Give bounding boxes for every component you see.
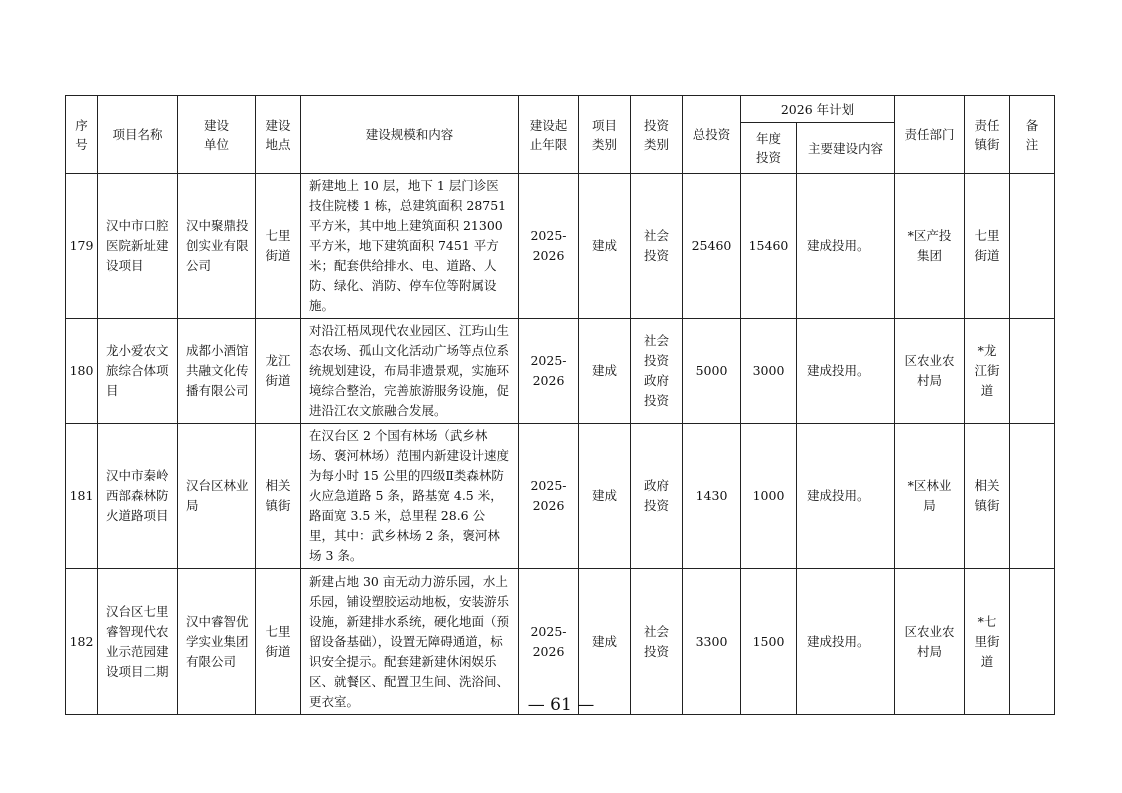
cell-total-investment: 1430 — [683, 424, 741, 569]
cell-scope: 在汉台区 2 个国有林场（武乡林场、褒河林场）范围内新建设计速度为每小时 15 公里的四级Ⅱ类森林防火应急道路 5 条，路基宽 4.5 米，路面宽 3.5 米，总里程 28.6 公里，其中：武乡林场 2 条，褒河林场 3 条。 — [301, 424, 519, 569]
cell-remark — [1010, 319, 1055, 424]
cell-total-investment: 25460 — [683, 174, 741, 319]
cell-location: 七里 街道 — [256, 174, 301, 319]
cell-seq: 181 — [66, 424, 98, 569]
project-table — [65, 95, 1055, 715]
cell-town: *七 里街 道 — [965, 569, 1010, 715]
header-unit: 建设 单位 — [178, 96, 256, 174]
cell-seq: 179 — [66, 174, 98, 319]
cell-town: 七里 街道 — [965, 174, 1010, 319]
cell-location: 相关 镇街 — [256, 424, 301, 569]
cell-seq: 182 — [66, 569, 98, 715]
cell-town: 相关 镇街 — [965, 424, 1010, 569]
cell-total-investment: 5000 — [683, 319, 741, 424]
cell-remark — [1010, 174, 1055, 319]
header-location: 建设 地点 — [256, 96, 301, 174]
table-row — [66, 319, 1055, 424]
header-plan-group: 2026 年计划 — [741, 96, 895, 123]
header-row-1 — [66, 96, 1055, 123]
header-town: 责任 镇街 — [965, 96, 1010, 174]
header-period: 建设起 止年限 — [519, 96, 579, 174]
page-number-text: — 61 — — [527, 695, 595, 715]
cell-location: 龙江 街道 — [256, 319, 301, 424]
cell-remark — [1010, 569, 1055, 715]
table-row — [66, 174, 1055, 319]
cell-annual-investment: 3000 — [741, 319, 797, 424]
cell-invest-type: 政府 投资 — [631, 424, 683, 569]
header-annual-investment: 年度 投资 — [741, 123, 797, 174]
cell-project-type: 建成 — [579, 569, 631, 715]
cell-period: 2025- 2026 — [519, 319, 579, 424]
cell-dept: *区林业 局 — [895, 424, 965, 569]
table-body — [66, 174, 1055, 715]
cell-dept: *区产投 集团 — [895, 174, 965, 319]
cell-main-content: 建成投用。 — [797, 174, 895, 319]
cell-location: 七里 街道 — [256, 569, 301, 715]
cell-unit: 汉台区林业局 — [178, 424, 256, 569]
cell-annual-investment: 1000 — [741, 424, 797, 569]
cell-project-name: 汉台区七里睿智现代农业示范园建设项目二期 — [98, 569, 178, 715]
cell-scope: 新建占地 30 亩无动力游乐园，水上乐园，铺设塑胶运动地板，安装游乐设施，新建排水系统，硬化地面（预留设备基础），设置无障碍通道，标识安全提示。配套建新建休闲娱乐区、就餐区、配置卫生间、洗浴间、更衣室。 — [301, 569, 519, 715]
table-row — [66, 569, 1055, 715]
cell-project-type: 建成 — [579, 174, 631, 319]
cell-unit: 成都小酒馆共融文化传播有限公司 — [178, 319, 256, 424]
cell-dept: 区农业农 村局 — [895, 319, 965, 424]
header-project-type: 项目 类别 — [579, 96, 631, 174]
cell-project-name: 汉中市秦岭西部森林防火道路项目 — [98, 424, 178, 569]
cell-invest-type: 社会 投资 政府 投资 — [631, 319, 683, 424]
cell-unit: 汉中睿智优学实业集团有限公司 — [178, 569, 256, 715]
cell-annual-investment: 15460 — [741, 174, 797, 319]
header-project-name: 项目名称 — [98, 96, 178, 174]
page-number — [0, 695, 1122, 715]
cell-period: 2025- 2026 — [519, 174, 579, 319]
cell-total-investment: 3300 — [683, 569, 741, 715]
cell-project-type: 建成 — [579, 319, 631, 424]
cell-project-type: 建成 — [579, 424, 631, 569]
header-main-content: 主要建设内容 — [797, 123, 895, 174]
cell-scope: 新建地上 10 层，地下 1 层门诊医技住院楼 1 栋，总建筑面积 28751 平方米，其中地上建筑面积 21300 平方米，地下建筑面积 7451 平方米；配套供给排水、电、道路、人防、绿化、消防、停车位等附属设施。 — [301, 174, 519, 319]
header-scope: 建设规模和内容 — [301, 96, 519, 174]
cell-seq: 180 — [66, 319, 98, 424]
header-dept: 责任部门 — [895, 96, 965, 174]
cell-scope: 对沿江梧凤现代农业园区、江玙山生态农场、孤山文化活动广场等点位系统规划建设，布局非遗景观，实施环境综合整治，完善旅游服务设施，促进沿江农文旅融合发展。 — [301, 319, 519, 424]
cell-main-content: 建成投用。 — [797, 424, 895, 569]
header-total-investment: 总投资 — [683, 96, 741, 174]
cell-remark — [1010, 424, 1055, 569]
cell-invest-type: 社会 投资 — [631, 174, 683, 319]
cell-unit: 汉中聚鼎投创实业有限公司 — [178, 174, 256, 319]
cell-dept: 区农业农 村局 — [895, 569, 965, 715]
cell-annual-investment: 1500 — [741, 569, 797, 715]
cell-main-content: 建成投用。 — [797, 319, 895, 424]
header-seq: 序 号 — [66, 96, 98, 174]
cell-town: *龙 江街 道 — [965, 319, 1010, 424]
header-remark: 备 注 — [1010, 96, 1055, 174]
cell-main-content: 建成投用。 — [797, 569, 895, 715]
cell-period: 2025- 2026 — [519, 569, 579, 715]
header-invest-type: 投资 类别 — [631, 96, 683, 174]
table-row — [66, 424, 1055, 569]
cell-project-name: 龙小爱农文旅综合体项目 — [98, 319, 178, 424]
cell-period: 2025- 2026 — [519, 424, 579, 569]
cell-invest-type: 社会 投资 — [631, 569, 683, 715]
cell-project-name: 汉中市口腔医院新址建设项目 — [98, 174, 178, 319]
